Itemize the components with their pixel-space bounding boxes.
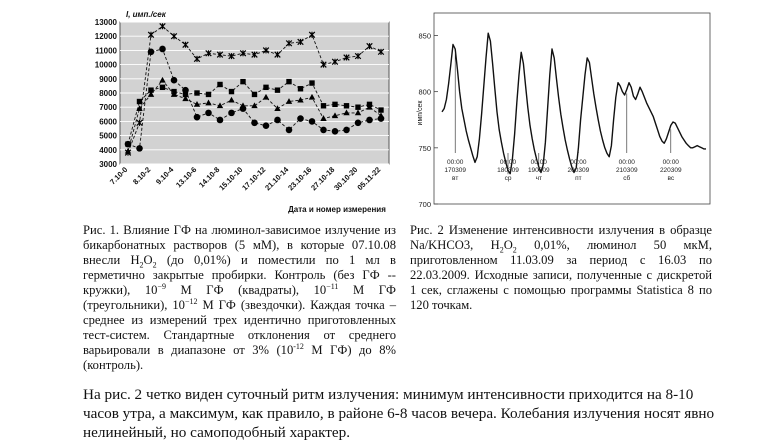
y-tick-label: 800 bbox=[418, 87, 431, 97]
annotation-label: 210309 bbox=[615, 167, 638, 174]
data-point-square bbox=[321, 103, 326, 108]
data-point-square bbox=[229, 89, 234, 94]
data-point-circle bbox=[182, 87, 189, 94]
data-point-square bbox=[217, 82, 222, 87]
data-point-square bbox=[355, 105, 360, 110]
y-axis-label: имп/сек bbox=[417, 100, 424, 126]
x-tick-label: 27.10-18 bbox=[309, 165, 337, 193]
data-point-circle bbox=[205, 110, 212, 117]
x-tick-label: 15.10-10 bbox=[217, 165, 245, 193]
y-tick-label: 4000 bbox=[99, 145, 117, 155]
x-tick-label: 14.10-8 bbox=[197, 165, 222, 190]
data-point-square bbox=[252, 92, 257, 97]
data-point-circle bbox=[332, 128, 339, 135]
data-point-circle bbox=[228, 110, 235, 117]
x-axis-label: Дата и номер измерения bbox=[288, 205, 386, 214]
y-tick-label: 850 bbox=[418, 31, 431, 41]
data-point-square bbox=[378, 107, 383, 112]
y-tick-label: 5000 bbox=[99, 131, 117, 141]
data-point-circle bbox=[378, 115, 385, 122]
y-tick-label: 13000 bbox=[94, 18, 117, 27]
annotation-label: 00:00 bbox=[530, 159, 547, 166]
data-point-circle bbox=[297, 115, 304, 122]
x-tick-label: 30.10-20 bbox=[332, 165, 360, 193]
data-point-circle bbox=[366, 117, 373, 124]
data-point-circle bbox=[286, 127, 293, 134]
data-point-circle bbox=[240, 105, 247, 112]
data-point-circle bbox=[320, 127, 327, 134]
data-point-square bbox=[240, 79, 245, 84]
data-point-circle bbox=[171, 77, 178, 84]
x-tick-label: 21.10-14 bbox=[263, 165, 291, 193]
annotation-label: 170309 bbox=[444, 167, 467, 174]
annotation-label: ср bbox=[504, 175, 512, 182]
data-point-square bbox=[160, 85, 165, 90]
data-point-square bbox=[137, 99, 142, 104]
y-tick-label: 3000 bbox=[99, 160, 117, 169]
figure-2-svg bbox=[408, 8, 718, 218]
data-point-square bbox=[194, 90, 199, 95]
figure-1-svg bbox=[82, 8, 394, 218]
data-point-circle bbox=[309, 118, 316, 125]
x-tick-label: 9.10-4 bbox=[154, 165, 176, 187]
y-tick-label: 10000 bbox=[94, 60, 117, 70]
data-point-square bbox=[206, 92, 211, 97]
annotation-label: 200309 bbox=[567, 167, 590, 174]
x-tick-label: 7.10-0 bbox=[108, 165, 130, 187]
data-point-circle bbox=[251, 120, 258, 127]
data-point-square bbox=[275, 87, 280, 92]
data-point-circle bbox=[148, 49, 155, 56]
y-tick-label: 6000 bbox=[99, 117, 117, 127]
data-point-circle bbox=[194, 114, 201, 121]
annotation-label: вс bbox=[667, 175, 675, 182]
y-tick-label: 9000 bbox=[99, 74, 117, 84]
annotation-label: вт bbox=[452, 175, 459, 182]
data-point-circle bbox=[274, 117, 281, 124]
data-point-circle bbox=[355, 120, 362, 127]
annotation-label: 190309 bbox=[527, 167, 550, 174]
annotation-label: сб bbox=[623, 175, 631, 182]
figure-1-chart bbox=[82, 8, 394, 218]
data-point-square bbox=[298, 86, 303, 91]
y-tick-label: 7000 bbox=[99, 103, 117, 113]
annotation-label: 00:00 bbox=[618, 159, 635, 166]
annotation-label: 00:00 bbox=[570, 159, 587, 166]
y-tick-label: 8000 bbox=[99, 89, 117, 98]
y-tick-label: 11000 bbox=[95, 46, 117, 56]
data-point-square bbox=[344, 103, 349, 108]
x-tick-label: 8.10-2 bbox=[131, 165, 153, 187]
body-paragraph: На рис. 2 четко виден суточный ритм излучения: минимум интенсивности приходится на 8-10 часов утра, а максимум, как правило, в районе 6-8 часов вечера. Колебания излучения носят явно нелинейный, но самоподобный характер. bbox=[83, 386, 715, 441]
annotation-label: пт bbox=[575, 175, 582, 182]
data-point-circle bbox=[263, 122, 270, 129]
y-tick-label: 750 bbox=[418, 143, 431, 153]
annotation-label: 00:00 bbox=[447, 159, 464, 166]
data-point-circle bbox=[343, 127, 350, 134]
figure-1-caption: Рис. 1. Влияние ГФ на люминол-зависимое излучение из бикарбонатных растворов (5 мМ), в которые 07.10.08 внесли $H_2O_2$ (до 0,01%) и поместили по 1 мл в герметично закрытые пробирки. Контроль (без ГФ -- кружки), $10^{-9}$ М ГФ (квадраты), $10^{-11}$ М ГФ (треугольники), $10^{-12}$ М ГФ (звездочки). Каждая точка – среднее из измерений трех идентично приготовленных тест-систем. Стандартные отклонения от среднего варьировали в диапазоне от 3% ($10^{-12}$ М ГФ) до 8% (контроль). bbox=[83, 223, 396, 372]
data-point-circle bbox=[159, 46, 166, 53]
x-tick-label: 05.11-22 bbox=[355, 165, 383, 193]
data-point-square bbox=[263, 85, 268, 90]
data-point-square bbox=[309, 80, 314, 85]
data-point-square bbox=[332, 102, 337, 107]
data-point-square bbox=[286, 79, 291, 84]
annotation-label: 00:00 bbox=[499, 159, 517, 166]
annotation-label: чт bbox=[535, 175, 542, 182]
annotation-label: 180309 bbox=[497, 167, 519, 174]
y-tick-label: 700 bbox=[418, 200, 431, 209]
annotation-label: 00:00 bbox=[662, 159, 679, 166]
y-axis-label: I, имп./сек bbox=[126, 10, 166, 19]
x-tick-label: 17.10-12 bbox=[240, 165, 268, 193]
y-tick-label: 12000 bbox=[94, 32, 117, 42]
data-point-circle bbox=[125, 141, 132, 148]
figure-2-caption: Рис. 2 Изменение интенсивности излучения в образце Na/KHCO3, $H_2O_2$ 0,01%, люминол 50 мкМ, приготовленном 11.03.09 за период с 16.03 по 22.03.2009. Исходные записи, полученные с дискретой 1 сек, сглажены с помощью программы Statistica 8 по 120 точкам. bbox=[410, 223, 712, 312]
data-point-circle bbox=[217, 117, 224, 124]
data-point-circle bbox=[136, 145, 143, 152]
annotation-label: 220309 bbox=[659, 167, 682, 174]
x-tick-label: 13.10-6 bbox=[174, 165, 199, 190]
x-tick-label: 23.10-16 bbox=[286, 165, 314, 193]
figure-2-chart bbox=[408, 8, 718, 218]
